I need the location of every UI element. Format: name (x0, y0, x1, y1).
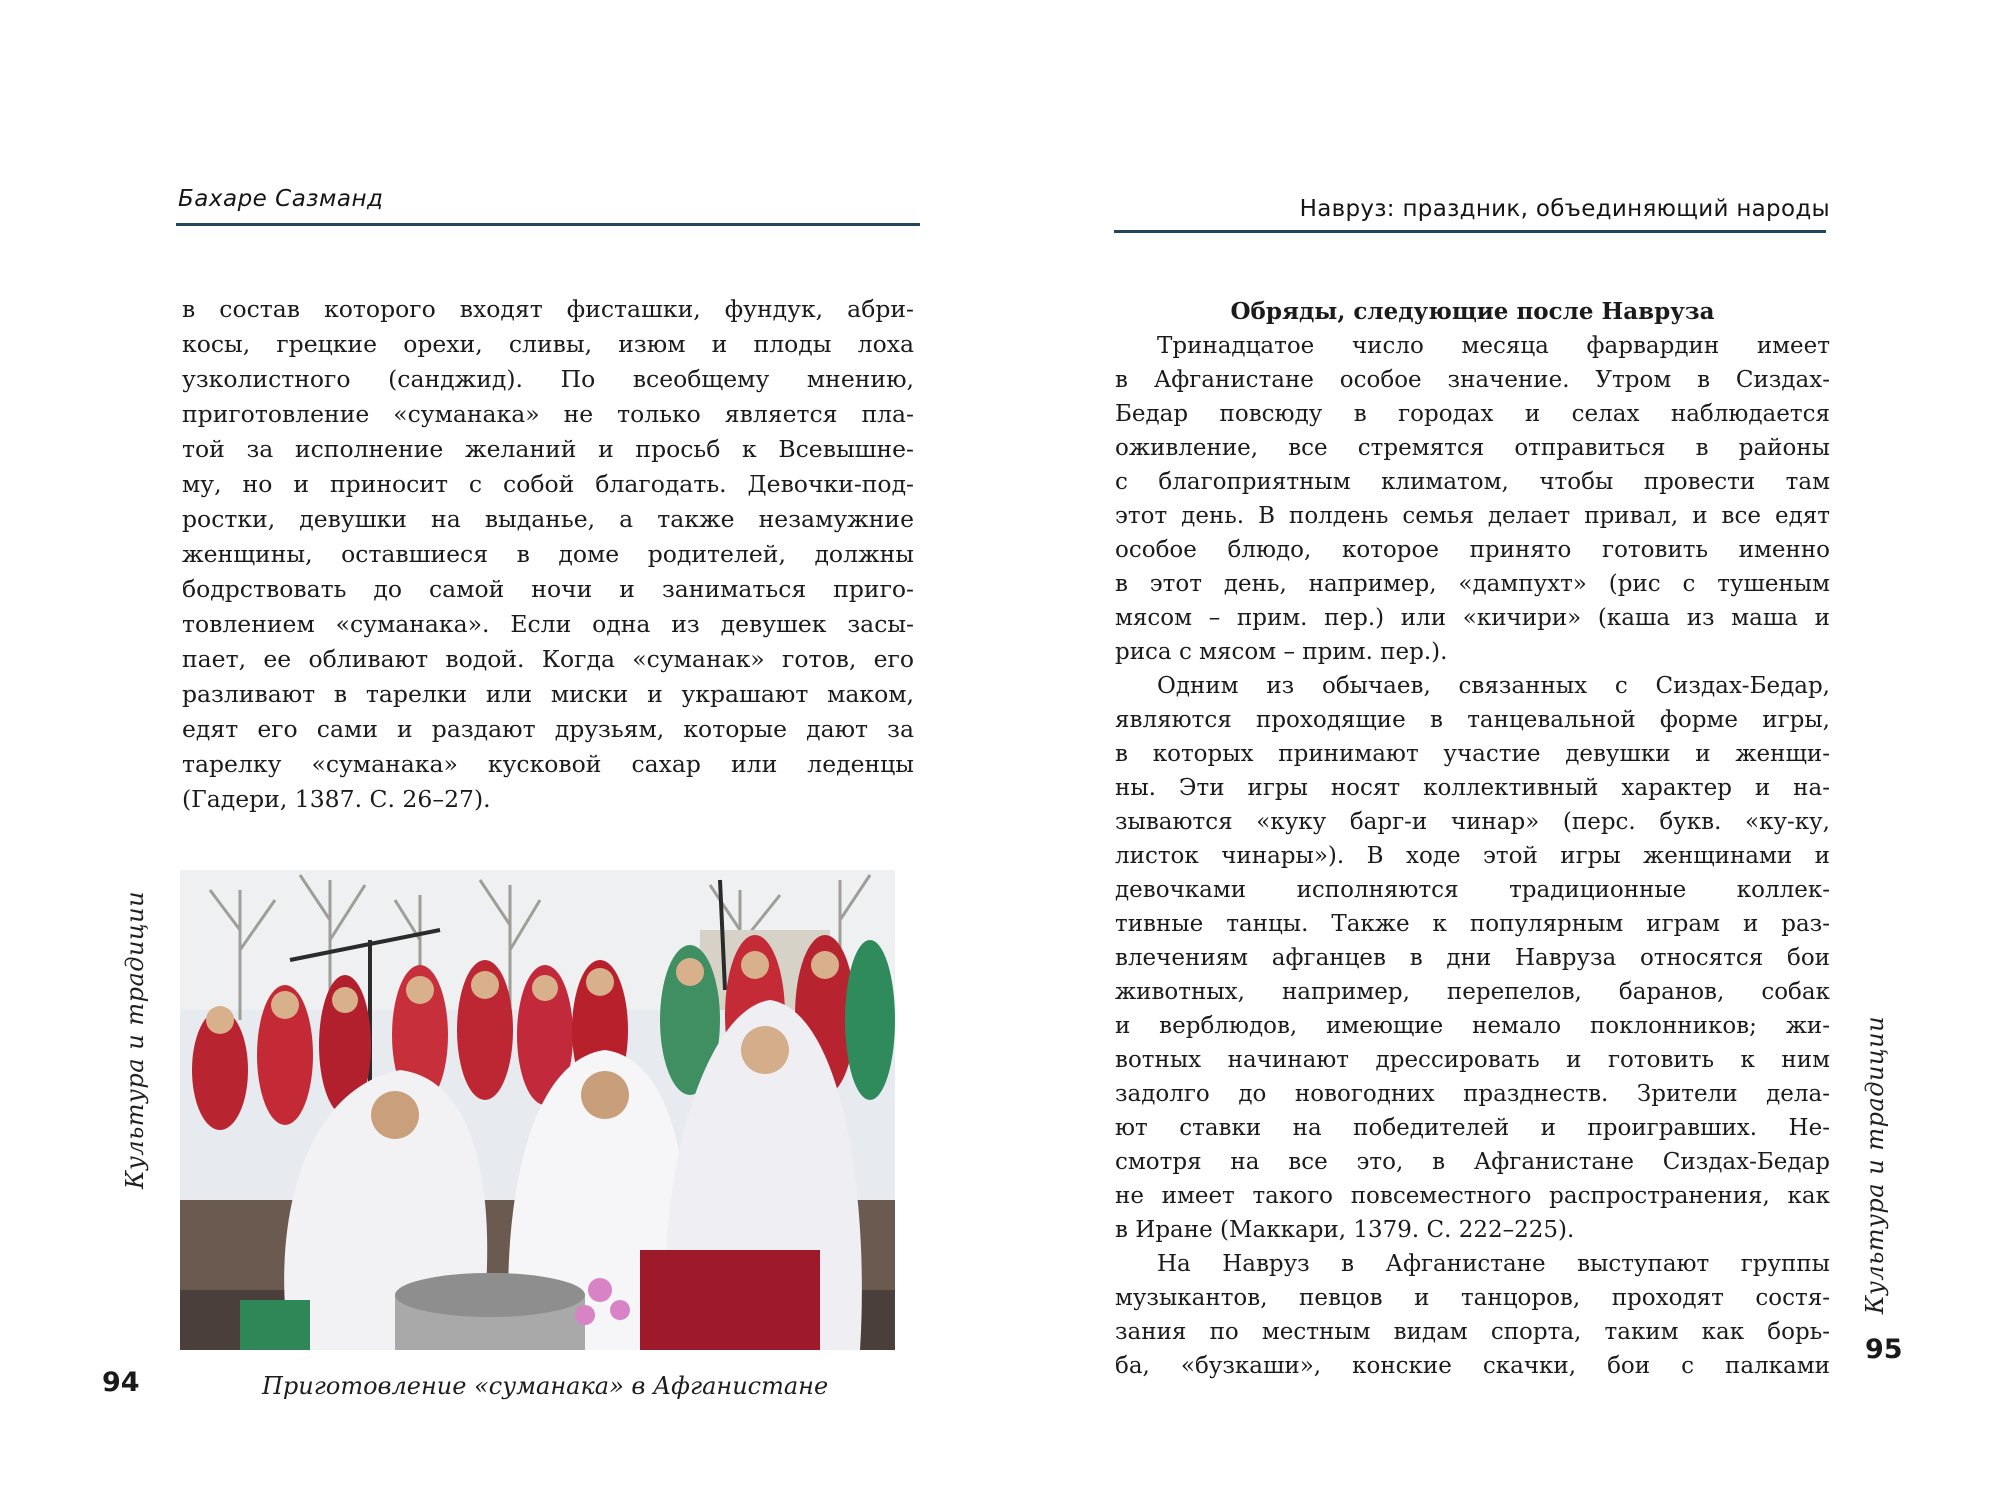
text-line: вотных начинают дрессировать и готовить к ним (1115, 1047, 1830, 1073)
text-line: тивные танцы. Также к популярным играм и раз- (1115, 911, 1830, 937)
page-number-left: 94 (102, 1367, 140, 1398)
text-line: задолго до новогодних празднеств. Зрители дела- (1115, 1081, 1830, 1107)
text-line: бодрствовать до самой ночи и заниматься приго- (182, 575, 914, 603)
text-line: в состав которого входят фисташки, фундук, абри- (182, 295, 914, 323)
text-line: с благоприятным климатом, чтобы провести там (1115, 469, 1830, 495)
text-line: девочками исполняются традиционные коллек- (1115, 877, 1830, 903)
text-line: особое блюдо, которое принято готовить именно (1115, 537, 1830, 563)
text-line: разливают в тарелки или миски и украшают маком, (182, 680, 914, 708)
text-line: приготовление «суманака» не только является пла- (182, 400, 914, 428)
page-number-right: 95 (1865, 1334, 1903, 1365)
text-line: смотря на все это, в Афганистане Сиздах-Бедар (1115, 1149, 1830, 1175)
text-line: ба, «бузкаши», конские скачки, бои с палками (1115, 1353, 1830, 1379)
side-label-left: Культура и традиции (121, 890, 149, 1190)
text-line: и верблюдов, имеющие немало поклонников; жи- (1115, 1013, 1830, 1039)
text-line: Бедар повсюду в городах и селах наблюдается (1115, 401, 1830, 427)
text-line: Одним из обычаев, связанных с Сиздах-Бедар, (1157, 673, 1830, 699)
text-line: музыкантов, певцов и танцоров, проходят состя- (1115, 1285, 1830, 1311)
text-line: этот день. В полдень семья делает привал, и все едят (1115, 503, 1830, 529)
text-line: му, но и приносит с собой благодать. Девочки-под- (182, 470, 914, 498)
header-rule (1114, 230, 1826, 233)
photo-caption: Приготовление «суманака» в Афганистане (262, 1372, 829, 1400)
photo-sumanak-preparation (180, 870, 895, 1350)
text-line: оживление, все стремятся отправиться в районы (1115, 435, 1830, 461)
text-line: зываются «куку барг-и чинар» (перс. букв. «ку-ку, (1115, 809, 1830, 835)
text-line: ростки, девушки на выданье, а также незамужние (182, 505, 914, 533)
text-line: в этот день, например, «дампухт» (рис с тушеным (1115, 571, 1830, 597)
text-line: пает, ее обливают водой. Когда «суманак» готов, его (182, 645, 914, 673)
text-line: являются проходящие в танцевальной форме игры, (1115, 707, 1830, 733)
text-line: тарелку «суманака» кусковой сахар или леденцы (182, 750, 914, 778)
text-line: ны. Эти игры носят коллективный характер и на- (1115, 775, 1830, 801)
text-line: животных, например, перепелов, баранов, собак (1115, 979, 1830, 1005)
running-head-title: Навруз: праздник, объединяющий народы (1299, 196, 1830, 222)
text-line: риса с мясом – прим. пер.). (1115, 639, 1448, 665)
text-line: товлением «суманака». Если одна из девушек засы- (182, 610, 914, 638)
text-line: женщины, оставшиеся в доме родителей, должны (182, 540, 914, 568)
text-line: ют ставки на победителей и проигравших. Не- (1115, 1115, 1830, 1141)
text-line: той за исполнение желаний и просьб к Всевышне- (182, 435, 914, 463)
side-label-right: Культура и традиции (1861, 1015, 1889, 1315)
text-line: мясом – прим. пер.) или «кичири» (каша из маша и (1115, 605, 1830, 631)
text-line: Тринадцатое число месяца фарвардин имеет (1157, 333, 1830, 359)
header-rule (176, 223, 920, 226)
text-line: влечениям афганцев в дни Навруза относятся бои (1115, 945, 1830, 971)
text-line: листок чинары»). В ходе этой игры женщинами и (1115, 843, 1830, 869)
right-page (1000, 0, 2000, 1485)
text-line: в Афганистане особое значение. Утром в Сиздах- (1115, 367, 1830, 393)
photo-illustration (180, 870, 895, 1350)
left-body-text (182, 292, 914, 817)
text-line: едят его сами и раздают друзьям, которые дают за (182, 715, 914, 743)
running-head-author: Бахаре Сазманд (178, 186, 384, 212)
right-body-text (1115, 295, 1830, 1383)
text-line: косы, грецкие орехи, сливы, изюм и плоды лоха (182, 330, 914, 358)
text-line: в Иране (Маккари, 1379. С. 222–225). (1115, 1217, 1575, 1243)
text-line: (Гадери, 1387. С. 26–27). (182, 785, 491, 813)
text-line: зания по местным видам спорта, таким как борь- (1115, 1319, 1830, 1345)
text-line: узколистного (санджид). По всеобщему мнению, (182, 365, 914, 393)
section-heading: Обряды, следующие после Навруза (1230, 298, 1715, 325)
text-line: На Навруз в Афганистане выступают группы (1157, 1251, 1830, 1277)
text-line: в которых принимают участие девушки и женщи- (1115, 741, 1830, 767)
text-line: не имеет такого повсеместного распространения, как (1115, 1183, 1830, 1209)
